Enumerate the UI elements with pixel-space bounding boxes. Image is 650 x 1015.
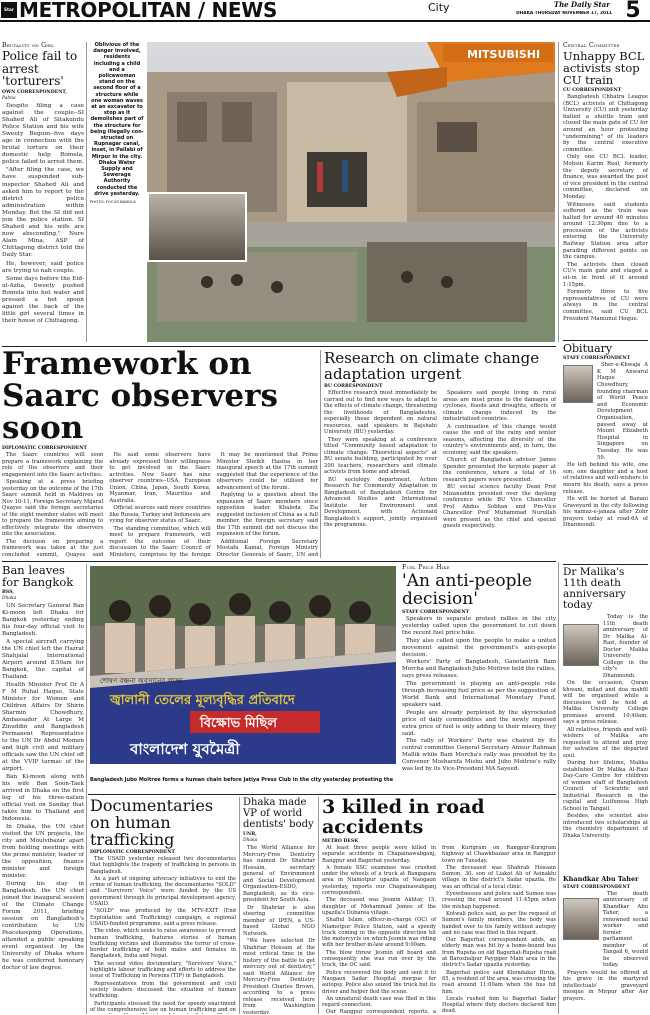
rally-photo-credit (370, 787, 396, 788)
bcl-story (563, 42, 648, 342)
climate-body: Effective research must immediately be carried out to find new ways to adapt to the effects of climate change, threatening the livelihoods of Bangladeshis, especially those dependent on natural resources, said speakers in Bajshahi University (BU) yesterday. They were speaking at a conference titled "Community based adaptation to climate change: Theoretical aspects" at BU senate building, participated by over 200 teachers, researchers and climate activists from home and abroad. BU sociology department, Action Research for Community Adaptation in Bangladesh of Bangladesh Centre for Advanced Studies and International Institute for Environment and Development, with Actionaid Bangladesh's support, jointly organised the programme. Speakers said people living in rural areas are most prone to the damages of cyclones, floods and droughts, effects of climate change induced by the industrialised countries. A continuation of this change would cause the end of the rainy and winter seasons, affecting the diversity of the country's environments and, in turn, the economy, said the speakers. Church of Bangladesh advisor James Spender presented the keynote paper at the conference, where a total of 16 research papers were presented. BU social science faculty Dean Prof Mizanuddin presided over the daylong conference while BU Vice Chancellor Prof Abdus Sobhan and Pro-Vice Chancellor Prof Muhammad Nurullah were present as the chief and special guests respectively. (324, 390, 556, 529)
bcl-byline: CU CORRESPONDENT (563, 88, 622, 93)
dentist-place: Dhaka (243, 838, 258, 843)
inset-photo (147, 192, 247, 262)
trafficking-byline: DIPLOMATIC CORRESPONDENT (90, 850, 175, 855)
taher-portrait (563, 898, 599, 940)
saarc-byline: DIPLOMATIC CORRESPONDENT (2, 446, 87, 451)
police-body: Despite filing a case against the couple--SI Shahed Ali of Sitakundu Police Station and his wife Sweety Begum--five days ago in connection with the brutal torture on their domestic help Romela, police failed to arrest them. "After filing the case, we have suspended sub-inspector Shahed Ali and asked him to report to the district police administration within Monday. But the SI did not join the police station. SI Shahed and his wife are now absconding," Nure Alam Mina, ASP of Chittagong district told the Daily Star. He, however, said police are trying to nab couple. Some days before the Eid-ul-Azha, Sweety pushed Romela into hot water and pressed a hot spoon against the back of the little girl several times in their house of Chittagong. (2, 102, 84, 325)
climate-story (324, 350, 556, 560)
trafficking-headline: Documentaries on human trafficking (90, 797, 214, 849)
dateline: DHAKA THURSDAY NOVEMBER 17, 2011 (516, 11, 612, 16)
police-byline: OWN CORRESPONDENT, (2, 89, 67, 95)
bcl-body: Bangladesh Chhatra League (BCL) activists of Chittagong University (CU) unit yesterday halted a shuttle train and closed the main gate of CU for around an hour protesting "undermining" of its leaders by the central executive committee. Only one CU BCL leader, Mohsin Karim Real, formerly the deputy secretary of finance, was awarded the post of vice president in the central committee, declared on Monday. Witnesses said students suffered as the train was halted for around 40 minutes around 12:30pm due to a procession of the activists entering the University Railway Station area after parading different points on the campus. The activists then closed CU's main gate and staged a sit-in in front of it around 1:15pm. Formerly three to five representatives of CU were always in the central committee, said CU BCL President Mamunul Hoque. (563, 94, 648, 322)
police-kicker: Brutality on Girl (2, 42, 55, 49)
banner-line-3: বিক্ষোভ মিছিল (200, 716, 277, 731)
paper-name: The Daily Star (553, 0, 610, 9)
accidents-headline: 3 killed in road accidents (322, 797, 485, 838)
saarc-story (2, 348, 318, 558)
saarc-headline: Framework on Saarc observers soon (2, 348, 278, 446)
rally-caption (90, 766, 396, 788)
fuel-body: Speakers in separate protest rallies in the city yesterday called upon the government to cut down the recent fuel price hike. They also called upon the people to make a united movement against the government's anti-people decision. Workers' Party of Bangladesh, Ganotantrik Bam Morcha and Bangladesh Jubo Moitree held the rallies, says press releases. The government is playing an anti-people role through increasing fuel price as per the suggestion of World Bank and International Monetary Fund, speakers said. People are already perplexed by the skyrocketed price of daily commodities and the newly imposed extra price of fuel is only adding to their misery, they said. The rally of Workers' Party was chaired by its central committee General Secretary Anisur Rahman Mallik while Bam Morcha's rally was presided by its Convener Mosharefa Mishu and Jubo Moitree's rally was led by its Vice-President MA Sayeed. (402, 616, 556, 773)
bankimoon-headline: Ban leaves for Bangkok (2, 564, 74, 589)
rally-caption-text: Bangladesh Jubo Moitree forms a human chain before Jatiya Press Club in the city yesterday protesting the (90, 777, 394, 783)
dentist-body: The World Alliance for Mercury-Free Dentistry has named Dr Shahriar Hossain, secretary general of Environment and Social Development Organisation-ESDO, Bangladesh, as its vice-president for South Asia. Dr Shahriar is also steering committee member of IPEN, a US-based Global NGO Network. "We have selected Dr Shahriar Hossain at the most critical time in the history of the battle to get mercury out of dentistry," said World Alliance for Mercury-Free Dentistry President Charles Brown, according to a press release received here from Washington yesterday. (243, 845, 315, 1014)
trafficking-body: The USAID yesterday released two documentaries that highlights the tragedy of trafficking in persons in Bangladesh. As a part of ongoing advocacy initiatives to end the crime of human trafficking, the documentaries "SOLD" and "Survivors' Voice" were funded by the US government through its principal development agency, USAID. "SOLD" was produced by the MTV-EXIT (End Exploitation and Trafficking) campaign, a regional USAID-funded programme, said a press release. The video, which seeks to raise awareness to prevent human trafficking, features stories of human trafficking victims and illuminates the terror of cross-border trafficking of both males and females in Bangladesh, India and Nepal. The second video documentary, "Survivors' Voice," highlights labour trafficking and efforts to address the issue of Trafficking in Persons (TIP) in Bangladesh. Representatives from the government and civil society leaders discussed the situation of human trafficking. Participants stressed the need for speedy enactment of the comprehensive law on human trafficking and on (90, 856, 236, 1013)
taher-story (563, 876, 648, 1014)
fuel-headline: 'An anti-people decision' (402, 571, 532, 609)
obituary-story (563, 340, 648, 560)
climate-headline: Research on climate change adaptation urgent (324, 350, 540, 383)
accidents-byline: METRO DESK (322, 839, 359, 844)
taher-body: The death anniversary of Khandkar Abu Taher, a renowned social worker and former parliament member of Tangail 6, would be observed today. Prayers would be offered at his grave in the martyred intellectuals' graveyard mosque in Mirpur after Asr prayers. (563, 890, 648, 1002)
fuel-story (402, 564, 556, 798)
rally-image (90, 566, 396, 764)
top-photo-credit: PHOTO: FOCUS BANGLA (90, 199, 136, 205)
dentist-headline: Dhaka made VP of world dentists' body (243, 797, 314, 830)
malika-story (563, 564, 648, 874)
malika-body: Today is the 11th death anniversary of Dr Malika Al-Razi, founder of Doctor Malika University College in the city's Dhanmondi. On the occasion, Quran khwani, milad and doa mahfil will be organised while a discussion will be held at Malika University College premises around 10:40am, says a press release. All relatives, friends and well-wishers of Malika are requested to attend and pray for salvation of the departed soul. During her lifetime, Malika established Dr Malika Al-Razi Day-Care Centre for children of women staff of Bangladesh Council of Scientific and Industrial Research in the capital and Lutfunesa High School in Tangail. Besides, she scientist also introduced two scholarships at the chemistry department of Dhaka University. (563, 614, 648, 839)
bcl-headline: Unhappy BCL activists stop CU train (563, 49, 645, 87)
bankimoon-story (2, 564, 84, 1014)
obituary-body: Sher-e-Khwaja A K M Anwarul Haque Chowdhury, founding chairman of World Peace and Economic Development Organisation, passed away at Mount Elizabeth Hospital in Singapore on Tuesday. He was 59. He left behind his wife, one son, one daughter and a host of relatives and well-wishers to mourn his death, says a press release. He will be buried at Banani Graveyard in the city following his namaz-e-janaza after Zohr prayers today at road-6A of Dhanmondi. (563, 362, 648, 529)
rally-photo (90, 566, 396, 764)
dentist-story (243, 797, 315, 1014)
banner-line-1: শোষণ বঞ্চনা অবসানের লক্ষ্যে (100, 677, 184, 685)
banner-line-4: বাংলাদেশ যুবমৈত্রী (130, 740, 240, 758)
bankimoon-body: UN Secretary General Ban Ki-moon left Dhaka for Bangkok yesterday ending his four-day official visit to Bangladesh. A special aircraft carrying the UN chief left the Hazrat Shahjalal International Airport around 8.50am for Bangkok, the capital of Thailand. Health Minister Prof Dr A F M Ruhal Haque, State Minister for Women and Children Affairs Dr Shirin Sharmin Chowdhury, Ambassador At Large M Zinuddin and Bangladesh Permanent Representative to the UN Dr Abdul Momen and high civil and military officials saw the UN chief off at the VVIP tarmac of the airport. Ban Ki-moon along with his wife Ban Soon-Taek arrived in Dhaka on the first leg of his three-nation official visit on Sunday that takes him to Thailand and Indonesia. In Dhaka, the UN chief visited the UN projects, the city and Moulvibazar apart from holding meetings with the prime minister, leader of the opposition, finance minister and foreign minister. During his stay in Bangladesh, the UN chief joined the inaugural session of the Climate Change Forum 2011, briefing session on Bangladesh's contribution to UN Peacekeeping Operations, attended a public speaking event organised by the University of Dhaka where he was conferred honorary doctor of law degree. (2, 603, 84, 971)
trafficking-story (90, 797, 236, 1014)
logo: Star (1, 2, 17, 18)
saarc-body: The Saarc countries will soon prepare a framework explaining the role of the observers and their engagement into the Saarc activities. Speaking at a press briefing yesterday on the outcome of the 17th Saarc summit held in Maldives on Nov 10-11, Foreign Secretary Mijarul Quayes said the foreign secretaries of the eight member states will meet to prepare the framework aiming to effectively integrate the observers into the association. The decision on preparing a framework was taken at the just concluded summit, Quayes said He said some observers have already expressed their willingness to get involved in the Saarc activities. Now Saarc has nine observer countries--USA, European Union, China, Japan, South Korea, Myanmar, Iran, Mauritius and Australia. Official sources said more countries like Russia, Turkey and Indonesia are vying for observer status of Saarc. The standing committee, which will meet to prepare framework, will report the outcome of their discussion to the Saarc Council of Ministers, comprises by the foreign It may be mentioned that Prime Minister Sheikh Hasina in her inaugural speech at the 17th summit suggested that the experience of the observers could be utilised for advancement of the forum. Replying to a question about the expansion of Saarc members since opposition leader Khaleda Zia suggested inclusion of China as a full member, the foreign secretary said the 17th summit did not discuss the expansion of the forum. Additional Foreign Secretary Mostafa Kamal, Foreign Ministry Director Generals of Saarc, UN and (2, 452, 318, 558)
demolition-photo (147, 42, 555, 342)
fuel-kicker: Fuel Price Hike (402, 564, 450, 571)
obituary-byline: STAFF CORRESPONDENT (563, 356, 631, 362)
banner-line-2: জ্বালানী তেলের মূল্যবৃদ্ধির প্রতিবাদে (110, 693, 295, 708)
bankimoon-byline: BSS, (2, 590, 14, 595)
city-label: City (428, 1, 450, 14)
accidents-body: At least three people were killed in separate accidents in Chapainawabganj, Rangpur and Bagerhat yesterday. A female SSC examinee was crushed under the wheels of a truck at Bangapara area in Niamotpur upazila of Naogaon yesterday, reports our Chapainawabganj correspondent. The deceased was Jesmin Akhtar, 15, daughter of Mohammad Jomes of the upazila's Dubarea village. Shafiul Islam, officer-in-charge (OC) of Niamotpur Police Station, said a speedy truck coming in the opposite direction hit the motorcycle on which Jesmin was riding with her brother-in-law around 9:00am. The blow threw Jesmin off board and consequently she was run over by the truck, the OC said. Police recovered the body and sent it to Naogaon Sadar Hospital morgue for autopsy. Police also seized the truck but its driver and helper fled the scene. An unnatural death case was filed in this regard connection. Our Rangpur correspondent reports, a from Kurigram on Rangpur-Kurigram highway at Chawkbazaar area in Rangpur town on Tuesday. The deceased was Shahrab Hossain Sumon, 30, son of Liakot Ali of Asinakhi village in the district's Sadar upazila. He was an official of a local clinic. Eyewitnesses and police said Sumon was crossing the road around 11:45pm when the mishap happened. Kotwali police said, as per the request of Sumon's family members, the body was handed over to his family without autopsy and no case was filed in this regard. Our Bagerhat correspondent adds, an elderly man was hit by a home-bound bus from Rupsha on old Bagerhat-Rupsha road at Baroshalpur Paygiper Main area in the district's Sadar upazila yesterday. Bagerhat police said Khondakar Hiruk, 65, a resident of the area, was crossing the road around 11:00am when the bus hit him. Locals rushed him to Bagerhat Sadar Hospital where duty doctors declared him dead. (322, 845, 556, 1014)
climate-byline: BU CORRESPONDENT (324, 384, 383, 389)
taher-heading: Khandkar Abu Taher (563, 876, 639, 883)
obituary-portrait (563, 365, 593, 403)
obituary-heading: Obituary (563, 340, 648, 354)
top-caption-text: Oblivious of the danger involved, residents including a child and a policewoman stand on the second floor of a structure while one woman waves at an excavator to stop as it demolishes part of the structure for being illegally con-structed on Rupnagar canal, inset, in Pallabi of Mirpur in the city. Dhaka Water Supply and Sewerage Authority conducted the drive yesterday. (90, 42, 144, 197)
page-number: 5 (625, 0, 641, 22)
bankimoon-place: Dhaka (2, 596, 17, 601)
top-photo-caption (90, 42, 144, 242)
fuel-byline: STAFF CORRESPONDENT (402, 610, 470, 615)
masthead (0, 0, 650, 22)
taher-byline: STAFF CORRESPONDENT (563, 884, 631, 890)
police-headline: Police fail to arrest 'torturers' (2, 49, 78, 88)
bcl-kicker: Central Committee (563, 42, 620, 49)
dentist-byline: UNB, (243, 832, 257, 837)
malika-headline: Dr Malika's 11th death anniversary today (563, 564, 648, 611)
accidents-story (322, 797, 556, 1014)
section-title: METROPOLITAN / NEWS (19, 0, 278, 21)
malika-portrait (563, 624, 599, 666)
excavator-label: MITSUBISHI (467, 48, 541, 61)
police-story (2, 42, 84, 342)
police-place: Pabna (2, 95, 16, 101)
